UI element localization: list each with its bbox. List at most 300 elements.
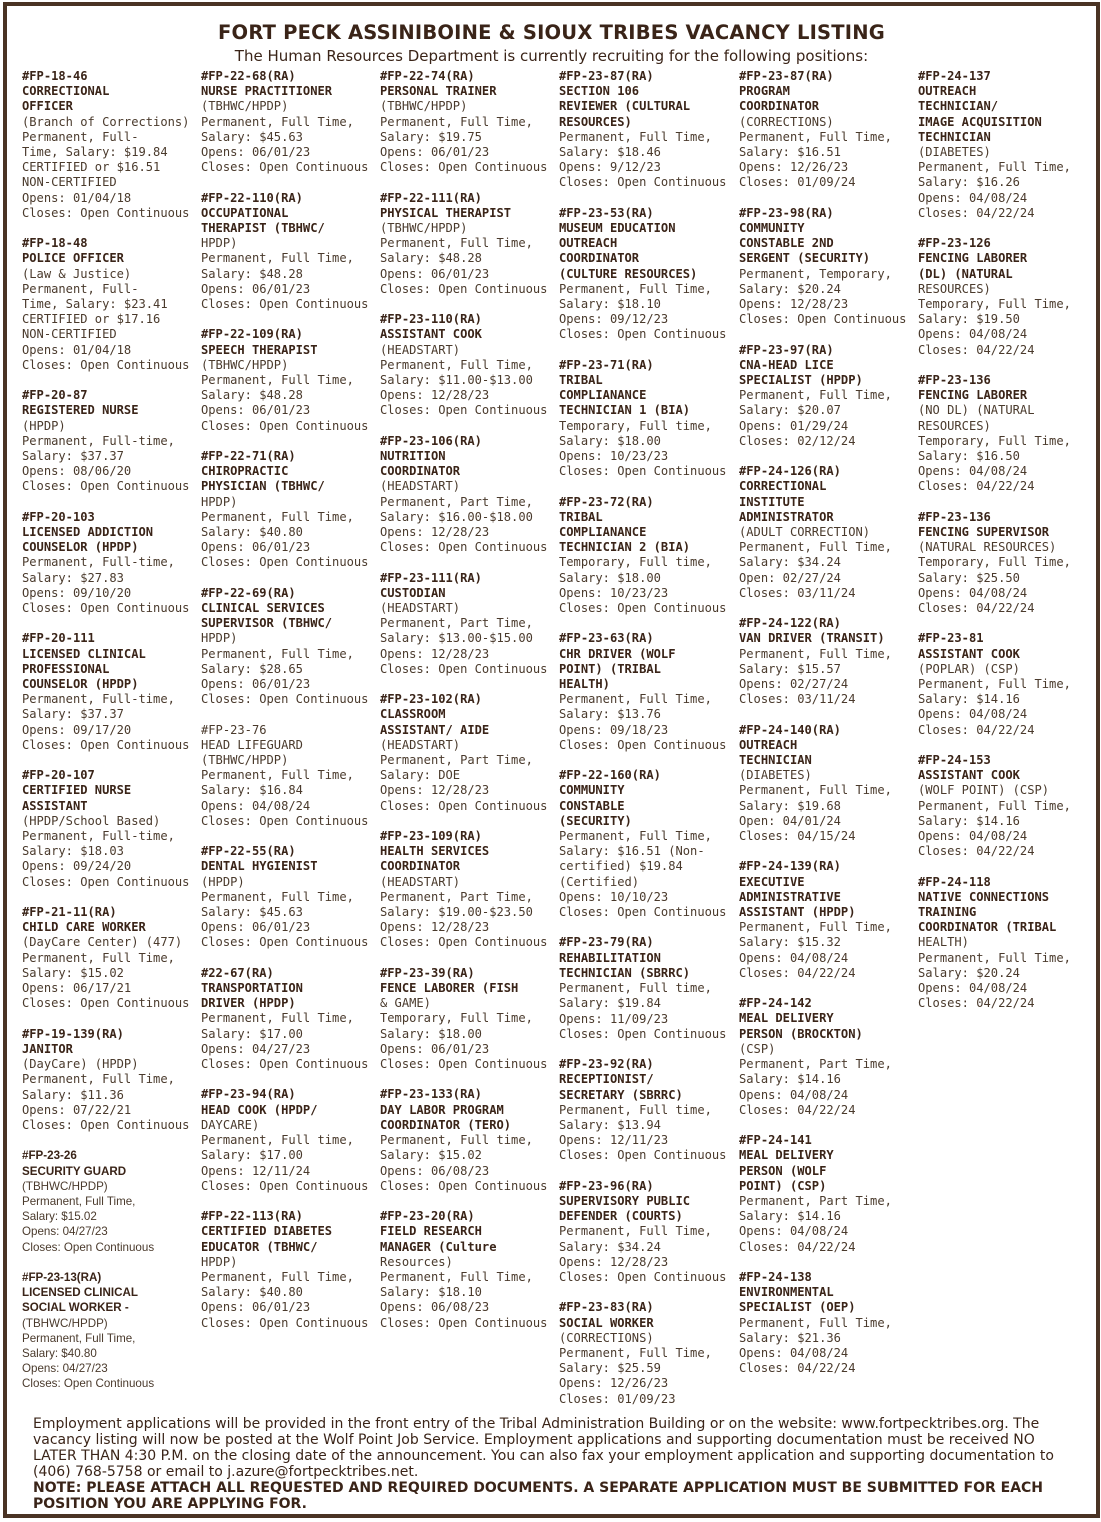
job-detail-line: Salary: $19.84	[559, 996, 661, 1011]
job-listing	[380, 829, 560, 951]
job-detail-line: Closes: 04/22/24	[739, 1239, 856, 1254]
job-title-line: ENVIRONMENTAL	[739, 1285, 834, 1300]
job-listing	[22, 510, 202, 616]
job-title-line: TECHNICIAN 2 (BIA)	[559, 540, 691, 555]
job-detail-line: Closes: Open Continuous	[559, 175, 727, 190]
job-id: #FP-23-92(RA)	[559, 1057, 654, 1072]
job-detail-line: Closes: Open Continuous	[559, 1269, 727, 1284]
job-id: #FP-24-141	[739, 1133, 812, 1148]
job-detail-line: Opens: 04/08/24	[739, 1224, 849, 1239]
job-detail-line: Permanent, Full Time,	[22, 1194, 136, 1208]
job-id: #FP-23-96(RA)	[559, 1178, 654, 1193]
job-detail-line: HPDP)	[201, 631, 238, 646]
job-detail-line: Opens: 04/08/24	[739, 1087, 849, 1102]
job-id: #FP-23-133(RA)	[380, 1087, 482, 1102]
job-detail-line: Salary: $27.83	[22, 570, 124, 585]
job-detail-line: Closes: 02/12/24	[739, 433, 856, 448]
job-detail-line: Salary: $18.10	[380, 1285, 482, 1300]
job-title-line: MEAL DELIVERY	[739, 1011, 834, 1026]
job-detail-line: Opens: 12/28/23	[380, 388, 490, 403]
job-id: #FP-23-83(RA)	[559, 1300, 654, 1315]
job-id: #FP-24-122(RA)	[739, 616, 841, 631]
job-detail-line: (HEADSTART)	[380, 601, 461, 616]
job-title-line: SUPERVISORY PUBLIC	[559, 1193, 691, 1208]
footer-note: NOTE: PLEASE ATTACH ALL REQUESTED AND REQUIRED DOCUMENTS. A SEPARATE APPLICATION MUST BE SUBMITTED FOR EACH POSITION YOU ARE APPLYING FOR.	[33, 1480, 1044, 1512]
job-listing	[739, 723, 919, 845]
job-title-line: POINT) (TRIBAL	[559, 661, 661, 676]
job-title-line: MEAL DELIVERY	[739, 1148, 834, 1163]
page-subtitle: The Human Resources Department is currently recruiting for the following positions:	[234, 47, 869, 65]
job-detail-line: Permanent, Full Time,	[739, 920, 892, 935]
job-detail-line: (DayCare) (HPDP)	[22, 1057, 139, 1072]
job-listing	[559, 358, 739, 480]
job-title-line: CHIROPRACTIC	[201, 464, 289, 479]
job-detail-line: Opens: 12/11/23	[559, 1133, 669, 1148]
job-detail-line: Salary: $16.51	[739, 145, 841, 160]
job-title-line: PERSONAL TRAINER	[380, 84, 497, 99]
job-detail-line: Temporary, Full time,	[559, 555, 712, 570]
job-title-line: TRIBAL	[559, 373, 603, 388]
job-detail-line: Closes: 04/22/24	[918, 601, 1035, 616]
job-title-line: OUTREACH	[918, 84, 977, 99]
job-detail-line: Permanent, Full Time,	[739, 783, 892, 798]
job-id: #FP-23-20(RA)	[380, 1209, 475, 1224]
job-detail-line: Opens: 12/28/23	[380, 920, 490, 935]
job-detail-line: Salary: $19.68	[739, 798, 841, 813]
job-detail-line: (HPDP/School Based)	[22, 813, 161, 828]
job-detail-line: Closes: Open Continuous	[739, 312, 907, 327]
job-detail-line: Temporary, Full Time,	[380, 1011, 533, 1026]
job-title-line: COMMUNITY	[559, 783, 625, 798]
job-detail-line: Salary: $21.36	[739, 1330, 841, 1345]
job-title-line: MUSEUM EDUCATION	[559, 221, 676, 236]
job-title-line: THERAPIST (TBHWC/	[201, 221, 325, 236]
job-detail-line: CERTIFIED or $17.16	[22, 312, 161, 327]
job-id: #FP-24-139(RA)	[739, 859, 841, 874]
job-detail-line: Opens: 06/01/23	[201, 540, 311, 555]
job-title-line: VAN DRIVER (TRANSIT)	[739, 631, 885, 646]
listing-frame	[3, 2, 1100, 1518]
job-listing	[739, 343, 919, 449]
job-detail-line: Closes: 04/22/24	[739, 1361, 856, 1376]
job-id: #FP-23-39(RA)	[380, 965, 475, 980]
job-detail-line: Opens: 12/28/23	[559, 1254, 669, 1269]
job-detail-line: Salary: $11.36	[22, 1087, 124, 1102]
job-listing	[201, 966, 381, 1072]
job-title-line: DRIVER (HPDP)	[201, 996, 296, 1011]
job-id: #FP-23-26	[22, 1149, 77, 1163]
job-title-line: COORDINATOR (TERO)	[380, 1117, 512, 1132]
job-id: #FP-22-68(RA)	[201, 69, 296, 83]
job-title-line: ASSISTANT	[22, 798, 88, 813]
job-detail-line: Closes: 01/09/24	[739, 175, 856, 190]
job-id: #FP-18-46	[22, 69, 88, 83]
job-id: #FP-22-55(RA)	[201, 844, 296, 859]
job-detail-line: Opens: 09/18/23	[559, 722, 669, 737]
job-title-line: JANITOR	[22, 1041, 73, 1056]
job-detail-line: Temporary, Full time,	[559, 418, 712, 433]
job-detail-line: Closes: Open Continuous	[201, 160, 369, 175]
job-detail-line: Permanent, Full-time,	[22, 692, 175, 707]
job-title-line: ADMINISTRATIVE	[739, 889, 841, 904]
job-detail-line: Salary: $18.03	[22, 844, 124, 859]
job-detail-line: (HEADSTART)	[380, 874, 461, 889]
job-id: #FP-20-107	[22, 768, 95, 783]
job-title-line: SUPERVISOR (TBHWC/	[201, 616, 333, 631]
job-id: #FP-23-87(RA)	[559, 69, 654, 83]
job-detail-line: Salary: $28.65	[201, 661, 303, 676]
job-detail-line: Closes: Open Continuous	[22, 1117, 190, 1132]
job-detail-line: Permanent, Full-	[22, 281, 139, 296]
job-id: #FP-23-63(RA)	[559, 631, 654, 646]
job-detail-line: Opens: 06/01/23	[201, 920, 311, 935]
job-listing	[559, 1179, 739, 1285]
column-1	[22, 69, 202, 1392]
job-detail-line: Permanent, Part Time,	[739, 1057, 892, 1072]
job-title-line: CNA-HEAD LICE	[739, 357, 834, 372]
job-detail-line: (Certified)	[559, 874, 640, 889]
job-title-line: CHR DRIVER (WOLF	[559, 646, 676, 661]
job-id: #FP-23-79(RA)	[559, 935, 654, 950]
job-title-line: PHYSICIAN (TBHWC/	[201, 479, 325, 494]
job-detail-line: Closes: Open Continuous	[380, 935, 548, 950]
job-title-line: CERTIFIED NURSE	[22, 783, 132, 798]
job-detail-line: certified) $19.84	[559, 859, 683, 874]
job-listing	[22, 1027, 202, 1133]
job-detail-line: (HPDP)	[201, 874, 245, 889]
job-detail-line: (HEADSTART)	[380, 737, 461, 752]
job-detail-line: Salary: $18.10	[559, 297, 661, 312]
job-detail-line: Salary: $48.28	[380, 251, 482, 266]
job-title-line: FENCING LABORER	[918, 251, 1028, 266]
job-detail-line: Salary: $45.63	[201, 905, 303, 920]
job-detail-line: (HPDP)	[22, 418, 66, 433]
job-title-line: NURSE PRACTITIONER	[201, 84, 333, 99]
job-title-line: SOCIAL WORKER	[559, 1315, 654, 1330]
job-id: #FP-23-53(RA)	[559, 205, 654, 220]
job-title-line: DENTAL HYGIENIST	[201, 859, 318, 874]
job-title-line: SOCIAL WORKER -	[22, 1301, 129, 1315]
job-title-line: CLASSROOM	[380, 707, 446, 722]
job-detail-line: Permanent, Full Time,	[380, 357, 533, 372]
job-detail-line: Opens: 04/08/24	[918, 190, 1028, 205]
job-detail-line: Closes: 04/22/24	[918, 342, 1035, 357]
job-detail-line: Opens: 06/01/23	[201, 281, 311, 296]
job-id: #FP-23-94(RA)	[201, 1087, 296, 1102]
job-listing	[22, 631, 202, 753]
job-title-line: SPEECH THERAPIST	[201, 342, 318, 357]
job-id: #FP-22-160(RA)	[559, 768, 661, 783]
job-detail-line: (CSP)	[739, 1041, 776, 1056]
job-listing	[559, 935, 739, 1041]
job-title-line: LICENSED CLINICAL	[22, 1286, 138, 1300]
job-title-line: TECHNICIAN	[739, 753, 812, 768]
job-detail-line: DAYCARE)	[201, 1117, 260, 1132]
job-detail-line: Salary: $13.76	[559, 707, 661, 722]
job-detail-line: Temporary, Full Time,	[918, 555, 1071, 570]
job-title-line: OFFICER	[22, 99, 73, 114]
job-listing	[380, 312, 560, 418]
job-detail-line: Salary: $15.02	[22, 1210, 97, 1224]
job-detail-line: (ADULT CORRECTION)	[739, 525, 871, 540]
job-detail-line: (CORRECTIONS)	[739, 114, 834, 129]
job-title-line: CORRECTIONAL	[22, 84, 110, 99]
job-title-line: COMMUNITY	[739, 221, 805, 236]
job-detail-line: Opens: 04/08/24	[918, 585, 1028, 600]
job-title-line: INSTITUTE	[739, 494, 805, 509]
job-detail-line: Salary: $17.00	[201, 1026, 303, 1041]
job-listing	[380, 1209, 560, 1331]
job-listing	[559, 69, 739, 191]
job-title-line: FENCING SUPERVISOR	[918, 525, 1050, 540]
job-detail-line: Salary: $18.00	[559, 570, 661, 585]
job-detail-line: Opens: 09/10/20	[22, 585, 132, 600]
job-detail-line: Permanent, Temporary,	[739, 266, 892, 281]
job-detail-line: Opens: 06/01/23	[201, 677, 311, 692]
job-detail-line: Opens: 04/08/24	[918, 981, 1028, 996]
job-listing	[380, 692, 560, 814]
job-detail-line: (TBHWC/HPDP)	[22, 1179, 108, 1193]
job-detail-line: (CORRECTIONS)	[559, 1330, 654, 1345]
job-detail-line: Permanent, Part Time,	[739, 1193, 892, 1208]
job-title-line: CONSTABLE	[559, 798, 625, 813]
job-title-line: TECHNICIAN/	[918, 99, 999, 114]
job-detail-line: Closes: 03/11/24	[739, 692, 856, 707]
job-title-line: HEAD COOK (HPDP/	[201, 1102, 318, 1117]
job-title-line: POINT) (CSP)	[739, 1178, 827, 1193]
job-listing	[380, 434, 560, 556]
job-title-line: COORDINATOR	[559, 251, 640, 266]
job-detail-line: Salary: $25.59	[559, 1361, 661, 1376]
job-detail-line: Permanent, Full Time,	[559, 829, 712, 844]
job-title-line: PROGRAM	[739, 84, 790, 99]
job-title-line: RECEPTIONIST/	[559, 1072, 654, 1087]
job-id: #FP-23-76	[201, 722, 267, 737]
job-detail-line: Salary: $40.80	[201, 525, 303, 540]
job-detail-line: (POPLAR) (CSP)	[918, 661, 1020, 676]
job-title-line: TRAINING	[918, 905, 977, 920]
job-detail-line: Closes: Open Continuous	[380, 540, 548, 555]
job-detail-line: Permanent, Full time,	[559, 981, 712, 996]
job-detail-line: Permanent, Full Time,	[22, 1331, 136, 1345]
footer-instructions	[33, 1416, 1073, 1512]
job-detail-line: Closes: Open Continuous	[380, 160, 548, 175]
job-id: #FP-22-113(RA)	[201, 1209, 303, 1224]
job-detail-line: Permanent, Full-time,	[22, 555, 175, 570]
job-detail-line: Opens: 12/28/23	[380, 525, 490, 540]
job-listing	[22, 905, 202, 1011]
job-title-line: CUSTODIAN	[380, 585, 446, 600]
job-title-line: HEALTH)	[559, 677, 610, 692]
job-detail-line: (Law & Justice)	[22, 266, 132, 281]
job-listing	[918, 631, 1098, 737]
job-detail-line: Salary: $37.37	[22, 707, 124, 722]
job-detail-line: Closes: Open Continuous	[201, 555, 369, 570]
job-detail-line: (DayCare Center) (477)	[22, 935, 183, 950]
job-detail-line: Opens: 04/08/24	[918, 464, 1028, 479]
job-title-line: PROFESSIONAL	[22, 661, 110, 676]
job-detail-line: Permanent, Full Time,	[201, 1269, 354, 1284]
job-listing	[380, 966, 560, 1072]
job-detail-line: NON-CERTIFIED	[22, 175, 117, 190]
job-title-line: TECHNICIAN	[918, 129, 991, 144]
footer-body: Employment applications will be provided in the front entry of the Tribal Administration Building or on the website: www.fortpecktribes.org. The vacancy listing will now be posted at the Wolf Point Job Service. Employment applications and supporting documentation must be received NO LATER THAN 4:30 P.M. on the closing date of the announcement. You can also fax your employment application and supporting documentation to (406) 768-5758 or email to j.azure@fortpecktribes.net.	[33, 1416, 1054, 1480]
job-detail-line: Closes: 04/22/24	[918, 722, 1035, 737]
job-title-line: TRIBAL	[559, 509, 603, 524]
job-detail-line: Opens: 12/28/23	[380, 646, 490, 661]
job-detail-line: Permanent, Full Time,	[380, 1269, 533, 1284]
job-detail-line: Permanent, Full time,	[380, 1133, 533, 1148]
job-detail-line: Closes: Open Continuous	[380, 1178, 548, 1193]
job-detail-line: Salary: DOE	[380, 768, 461, 783]
job-detail-line: Opens: 07/22/21	[22, 1102, 132, 1117]
job-listing	[201, 844, 381, 950]
job-detail-line: Opens: 06/01/23	[380, 1041, 490, 1056]
job-title-line: COUNSELOR (HPDP)	[22, 540, 139, 555]
job-title-line: (DL) (NATURAL	[918, 266, 1013, 281]
job-detail-line: Salary: $16.50	[918, 449, 1020, 464]
job-listing	[380, 69, 560, 175]
job-id: #FP-24-126(RA)	[739, 464, 841, 479]
job-detail-line: Salary: $20.07	[739, 403, 841, 418]
job-listing	[201, 586, 381, 708]
job-detail-line: Closes: Open Continuous	[380, 661, 548, 676]
job-detail-line: Salary: $18.00	[380, 1026, 482, 1041]
job-id: #FP-22-69(RA)	[201, 585, 296, 600]
job-title-line: ASSISTANT/ AIDE	[380, 722, 490, 737]
job-title-line: MANAGER (Culture	[380, 1239, 497, 1254]
job-id: #FP-19-139(RA)	[22, 1026, 124, 1041]
job-id: #FP-22-74(RA)	[380, 69, 475, 83]
job-listing	[201, 1209, 381, 1331]
job-detail-line: Open: 02/27/24	[739, 570, 841, 585]
job-detail-line: Closes: Open Continuous	[201, 1178, 369, 1193]
job-detail-line: Salary: $40.80	[201, 1285, 303, 1300]
job-detail-line: Closes: Open Continuous	[559, 1026, 727, 1041]
job-detail-line: Opens: 10/10/23	[559, 889, 669, 904]
job-detail-line: Salary: $14.16	[739, 1072, 841, 1087]
job-title-line: CONSTABLE 2ND	[739, 236, 834, 251]
job-detail-line: (TBHWC/HPDP)	[201, 99, 289, 114]
job-title-line: ASSISTANT COOK	[918, 646, 1020, 661]
job-detail-line: Permanent, Full Time,	[201, 646, 354, 661]
job-detail-line: Closes: Open Continuous	[559, 1148, 727, 1163]
job-detail-line: Permanent, Full time,	[201, 1133, 354, 1148]
job-title-line: REVIEWER (CULTURAL	[559, 99, 691, 114]
job-id: #FP-24-142	[739, 996, 812, 1011]
job-title-line: HEALTH SERVICES	[380, 844, 490, 859]
job-detail-line: Opens: 04/27/23	[22, 1225, 108, 1239]
job-listing	[918, 510, 1098, 616]
job-detail-line: Closes: Open Continuous	[559, 905, 727, 920]
job-title-line: DEFENDER (COURTS)	[559, 1209, 683, 1224]
job-detail-line: Permanent, Part Time,	[380, 753, 533, 768]
job-detail-line: Permanent, Full Time,	[380, 236, 533, 251]
job-detail-line: Opens: 09/12/23	[559, 312, 669, 327]
job-title-line: FIELD RESEARCH	[380, 1224, 482, 1239]
job-detail-line: Open: 04/01/24	[739, 813, 841, 828]
job-detail-line: (TBHWC/HPDP)	[22, 1316, 108, 1330]
job-listing	[918, 236, 1098, 358]
job-detail-line: RESOURCES)	[918, 418, 991, 433]
job-listing	[739, 1270, 919, 1376]
job-detail-line: Permanent, Full Time,	[918, 160, 1071, 175]
job-listing	[22, 1148, 202, 1254]
job-id: #FP-23-109(RA)	[380, 829, 482, 844]
job-detail-line: Salary: $15.32	[739, 935, 841, 950]
job-listing	[918, 373, 1098, 495]
job-title-line: COMPLIANANCE	[559, 388, 647, 403]
job-id: #FP-22-111(RA)	[380, 190, 482, 205]
job-detail-line: Salary: $13.00-$15.00	[380, 631, 533, 646]
column-6	[918, 69, 1098, 1027]
job-title-line: CLINICAL SERVICES	[201, 601, 325, 616]
job-title-line: (CULTURE RESOURCES)	[559, 266, 698, 281]
job-title-line: CORRECTIONAL	[739, 479, 827, 494]
job-listing	[380, 191, 560, 297]
job-listing	[559, 495, 739, 617]
job-id: #FP-20-87	[22, 388, 88, 403]
job-detail-line: Permanent, Full Time,	[201, 509, 354, 524]
job-detail-line: (TBHWC/HPDP)	[380, 221, 468, 236]
job-detail-line: Closes: Open Continuous	[22, 874, 190, 889]
job-title-line: LICENSED CLINICAL	[22, 646, 146, 661]
job-detail-line: Salary: $16.00-$18.00	[380, 509, 533, 524]
job-id: #FP-20-111	[22, 631, 95, 646]
job-id: #FP-23-136	[918, 373, 991, 388]
job-listing	[918, 69, 1098, 221]
job-detail-line: Permanent, Full Time,	[22, 950, 175, 965]
job-detail-line: Salary: $13.94	[559, 1117, 661, 1132]
job-detail-line: Opens: 01/29/24	[739, 418, 849, 433]
job-title-line: NUTRITION	[380, 449, 446, 464]
job-detail-line: (TBHWC/HPDP)	[201, 753, 289, 768]
job-detail-line: Opens: 11/09/23	[559, 1011, 669, 1026]
job-title-line: FENCING LABORER	[918, 388, 1028, 403]
job-detail-line: Salary: $45.63	[201, 129, 303, 144]
job-listing	[201, 191, 381, 313]
job-detail-line: Closes: 04/22/24	[918, 844, 1035, 859]
job-listing	[201, 1087, 381, 1193]
job-id: #FP-23-72(RA)	[559, 494, 654, 509]
job-detail-line: Closes: Open Continuous	[22, 1377, 155, 1391]
job-detail-line: Closes: 04/22/24	[918, 479, 1035, 494]
job-title-line: SECURITY GUARD	[22, 1164, 127, 1178]
column-3	[380, 69, 560, 1346]
job-detail-line: Opens: 06/01/23	[201, 403, 311, 418]
job-title-line: SECRETARY (SBRRC)	[559, 1087, 683, 1102]
job-detail-line: Closes: Open Continuous	[380, 1315, 548, 1330]
job-detail-line: Salary: $48.28	[201, 388, 303, 403]
job-detail-line: Permanent, Part Time,	[380, 889, 533, 904]
job-detail-line: Opens: 04/08/24	[739, 1345, 849, 1360]
job-title-line: LICENSED ADDICTION	[22, 525, 154, 540]
job-title-line: EDUCATOR (TBHWC/	[201, 1239, 318, 1254]
job-detail-line: Opens: 01/04/18	[22, 342, 132, 357]
job-detail-line: Opens: 06/01/23	[201, 1300, 311, 1315]
job-title-line: TECHNICIAN (SBRRC)	[559, 965, 691, 980]
job-title-line: POLICE OFFICER	[22, 251, 124, 266]
job-title-line: COMPLIANANCE	[559, 525, 647, 540]
column-2	[201, 69, 381, 1346]
job-detail-line: Opens: 09/24/20	[22, 859, 132, 874]
job-detail-line: Closes: 01/09/23	[559, 1391, 676, 1406]
job-detail-line: Permanent, Full Time,	[201, 251, 354, 266]
job-detail-line: Opens: 06/08/23	[380, 1163, 490, 1178]
job-id: #FP-22-110(RA)	[201, 190, 303, 205]
job-detail-line: Closes: Open Continuous	[201, 1315, 369, 1330]
job-title-line: ASSISTANT COOK	[380, 327, 482, 342]
